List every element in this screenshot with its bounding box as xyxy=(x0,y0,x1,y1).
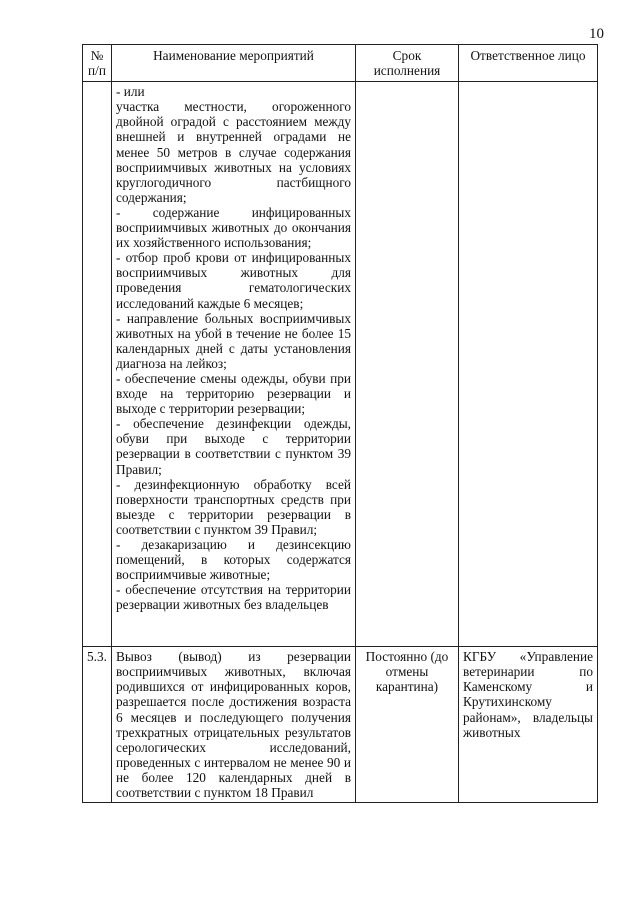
measure-item: - дезакаризацию и дезинсекцию помещений, в которых содержатся восприимчивые животные; xyxy=(116,537,351,583)
measure-item: - обеспечение дезинфекции одежды, обуви при выходе с территории резервации в соответствии с пунктом 39 Правил; xyxy=(116,416,351,477)
header-number: № п/п xyxy=(83,45,112,82)
measures-cell xyxy=(112,82,356,647)
header-measures: Наименование мероприятий xyxy=(112,45,356,82)
header-responsible: Ответственное лицо xyxy=(459,45,598,82)
row-number: 5.3. xyxy=(83,647,112,803)
measure-item: - обеспечение смены одежды, обуви при входе на территорию резервации и выходе с территории резервации; xyxy=(116,370,351,417)
responsible-cell xyxy=(459,82,598,647)
measure-item: - направление больных восприимчивых животных на убой в течение не более 15 календарных дней с даты установления диагноза на лейкоз; xyxy=(116,310,351,371)
term-cell: Постоянно (до отмены карантина) xyxy=(356,647,459,803)
measure-item: - или xyxy=(116,84,145,100)
page-number: 10 xyxy=(589,26,604,42)
term-cell xyxy=(356,82,459,647)
responsible-cell: КГБУ «Управление ветеринарии по Каменскому и Крутихинскому районам», владельцы животных xyxy=(459,647,598,803)
measures-cell: Вывоз (вывод) из резервации восприимчивых животных, включая родившихся от инфицированных коров, разрешается после достижения возраста 6 месяцев и последующего получения трехкратных отрицательных результатов серологических исследований, проведенных с интервалом не менее 90 и не более 120 календарных дней в соответствии с пунктом 18 Правил xyxy=(112,647,356,803)
row-number xyxy=(83,82,112,647)
measure-item: - содержание инфицированных восприимчивых животных до окончания их хозяйственного использования; xyxy=(116,204,351,251)
measure-item: - дезинфекционную обработку всей поверхности транспортных средств при выезде с территории резервации в соответствии с пунктом 39 Правил; xyxy=(116,476,351,537)
measure-item: - отбор проб крови от инфицированных восприимчивых животных для проведения гематологических исследований каждые 6 месяцев; xyxy=(116,250,351,311)
measure-item: участка местности, огороженного двойной оградой с расстоянием между внешней и внутренней оградами не менее 50 метров в случае содержания восприимчивых животных на условиях круглогодичного пастбищного содержания; xyxy=(116,99,351,205)
table-row xyxy=(83,82,598,647)
table-header-row xyxy=(83,45,598,82)
table-row xyxy=(83,647,598,803)
measure-item: - обеспечение отсутствия на территории резервации животных без владельцев xyxy=(116,582,351,613)
header-term: Срок исполнения xyxy=(356,45,459,82)
measures-table xyxy=(82,44,598,803)
